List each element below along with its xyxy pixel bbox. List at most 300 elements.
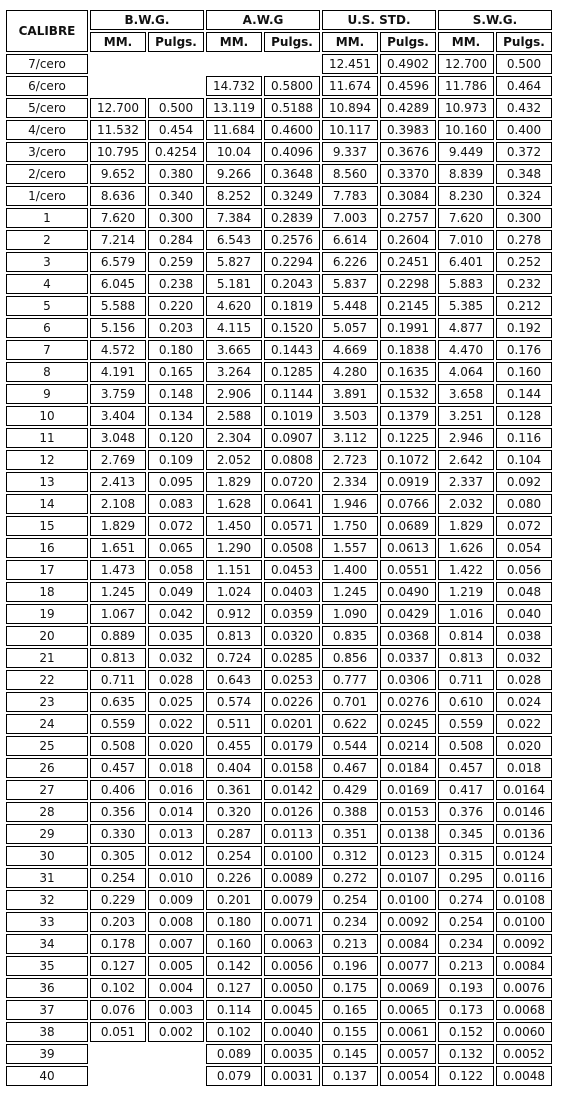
bwg-mm-cell: 1.245 [90, 582, 146, 602]
swg-pulgs-cell: 0.116 [496, 428, 552, 448]
awg-pulgs-cell: 0.0320 [264, 626, 320, 646]
bwg-pulgs-cell: 0.022 [148, 714, 204, 734]
awg-mm-cell: 0.643 [206, 670, 262, 690]
swg-pulgs-cell: 0.104 [496, 450, 552, 470]
table-row [6, 340, 552, 360]
bwg-mm-cell: 0.508 [90, 736, 146, 756]
swg-mm-cell: 0.457 [438, 758, 494, 778]
calibre-cell: 13 [6, 472, 88, 492]
bwg-mm-cell: 0.889 [90, 626, 146, 646]
awg-mm-cell: 0.180 [206, 912, 262, 932]
swg-mm-cell: 5.385 [438, 296, 494, 316]
bwg-pulgs-cell: 0.042 [148, 604, 204, 624]
calibre-cell: 12 [6, 450, 88, 470]
us-std-pulgs-cell: 0.0077 [380, 956, 436, 976]
table-row [6, 208, 552, 228]
us-std-mm-cell: 0.196 [322, 956, 378, 976]
bwg-pulgs-cell: 0.165 [148, 362, 204, 382]
us-std-pulgs-cell: 0.0054 [380, 1066, 436, 1086]
bwg-mm-cell: 5.588 [90, 296, 146, 316]
swg-mm-cell: 4.877 [438, 318, 494, 338]
us-std-mm-cell: 0.272 [322, 868, 378, 888]
swg-pulgs-cell: 0.128 [496, 406, 552, 426]
calibre-cell: 32 [6, 890, 88, 910]
awg-mm-cell: 1.628 [206, 494, 262, 514]
us-std-mm-cell: 0.835 [322, 626, 378, 646]
bwg-mm-cell: 1.067 [90, 604, 146, 624]
awg-pulgs-cell: 0.0040 [264, 1022, 320, 1042]
us-std-mm-cell: 5.057 [322, 318, 378, 338]
awg-mm-cell [206, 54, 262, 74]
bwg-mm-cell [90, 1044, 146, 1064]
bwg-pulgs-cell: 0.013 [148, 824, 204, 844]
calibre-cell: 26 [6, 758, 88, 778]
awg-mm-cell: 1.290 [206, 538, 262, 558]
awg-pulgs-cell: 0.0071 [264, 912, 320, 932]
us-std-pulgs-cell: 0.0107 [380, 868, 436, 888]
us-std-mm-cell: 1.557 [322, 538, 378, 558]
us-std-pulgs-cell: 0.0490 [380, 582, 436, 602]
swg-mm-cell: 4.470 [438, 340, 494, 360]
bwg-pulgs-cell: 0.003 [148, 1000, 204, 1020]
swg-pulgs-cell: 0.0076 [496, 978, 552, 998]
swg-pulgs-cell: 0.464 [496, 76, 552, 96]
swg-pulgs-cell: 0.432 [496, 98, 552, 118]
awg-pulgs-cell: 0.0179 [264, 736, 320, 756]
swg-mm-cell: 2.337 [438, 472, 494, 492]
bwg-pulgs-cell: 0.120 [148, 428, 204, 448]
bwg-mm-cell: 8.636 [90, 186, 146, 206]
swg-mm-cell: 12.700 [438, 54, 494, 74]
table-row [6, 186, 552, 206]
swg-mm-cell: 0.193 [438, 978, 494, 998]
calibre-cell: 40 [6, 1066, 88, 1086]
bwg-mm-cell: 7.620 [90, 208, 146, 228]
us-std-mm-cell: 10.894 [322, 98, 378, 118]
us-std-pulgs-cell: 0.1838 [380, 340, 436, 360]
awg-mm-cell: 0.079 [206, 1066, 262, 1086]
table-row [6, 516, 552, 536]
calibre-cell: 16 [6, 538, 88, 558]
swg-mm-cell: 6.401 [438, 252, 494, 272]
awg-mm-cell: 2.588 [206, 406, 262, 426]
table-row [6, 252, 552, 272]
us-std-pulgs-cell: 0.0276 [380, 692, 436, 712]
table-body [6, 54, 552, 1086]
table-row [6, 538, 552, 558]
bwg-mm-cell: 2.413 [90, 472, 146, 492]
bwg-mm-cell: 3.404 [90, 406, 146, 426]
us-std-mm-cell: 0.165 [322, 1000, 378, 1020]
awg-mm-cell: 11.684 [206, 120, 262, 140]
awg-mm-cell: 0.813 [206, 626, 262, 646]
swg-pulgs-cell: 0.0084 [496, 956, 552, 976]
table-row [6, 98, 552, 118]
bwg-pulgs-cell: 0.259 [148, 252, 204, 272]
calibre-cell: 3/cero [6, 142, 88, 162]
us-std-pulgs-cell: 0.0368 [380, 626, 436, 646]
swg-mm-cell: 9.449 [438, 142, 494, 162]
bwg-mm-cell: 9.652 [90, 164, 146, 184]
bwg-pulgs-cell: 0.007 [148, 934, 204, 954]
bwg-pulgs-cell: 0.220 [148, 296, 204, 316]
swg-pulgs-cell: 0.348 [496, 164, 552, 184]
bwg-mm-cell: 10.795 [90, 142, 146, 162]
table-row [6, 428, 552, 448]
us-std-mm-cell: 0.544 [322, 736, 378, 756]
us-std-mm-header: MM. [322, 32, 378, 52]
bwg-mm-cell: 3.048 [90, 428, 146, 448]
bwg-pulgs-cell: 0.025 [148, 692, 204, 712]
bwg-mm-cell: 0.102 [90, 978, 146, 998]
calibre-cell: 17 [6, 560, 88, 580]
us-std-mm-cell: 12.451 [322, 54, 378, 74]
us-std-pulgs-cell: 0.1635 [380, 362, 436, 382]
us-std-pulgs-cell: 0.2145 [380, 296, 436, 316]
calibre-cell: 27 [6, 780, 88, 800]
table-row [6, 978, 552, 998]
table-header [6, 10, 552, 52]
header-row-groups [6, 10, 552, 30]
bwg-mm-cell: 4.191 [90, 362, 146, 382]
awg-mm-cell: 0.142 [206, 956, 262, 976]
us-std-mm-cell: 0.312 [322, 846, 378, 866]
table-row [6, 406, 552, 426]
awg-pulgs-cell: 0.0403 [264, 582, 320, 602]
us-std-mm-cell: 0.137 [322, 1066, 378, 1086]
bwg-pulgs-cell: 0.035 [148, 626, 204, 646]
bwg-mm-cell: 0.711 [90, 670, 146, 690]
awg-pulgs-cell: 0.0285 [264, 648, 320, 668]
calibre-cell: 15 [6, 516, 88, 536]
swg-pulgs-cell: 0.0164 [496, 780, 552, 800]
us-std-header: U.S. STD. [322, 10, 436, 30]
swg-pulgs-cell: 0.0108 [496, 890, 552, 910]
table-row [6, 1066, 552, 1086]
calibre-cell: 37 [6, 1000, 88, 1020]
awg-mm-cell: 7.384 [206, 208, 262, 228]
calibre-cell: 2/cero [6, 164, 88, 184]
bwg-mm-header: MM. [90, 32, 146, 52]
bwg-pulgs-cell [148, 1044, 204, 1064]
bwg-mm-cell: 0.330 [90, 824, 146, 844]
us-std-mm-cell: 1.245 [322, 582, 378, 602]
awg-pulgs-cell: 0.0720 [264, 472, 320, 492]
awg-pulgs-cell: 0.0063 [264, 934, 320, 954]
calibre-cell: 5 [6, 296, 88, 316]
awg-pulgs-cell: 0.0907 [264, 428, 320, 448]
awg-mm-cell: 3.264 [206, 362, 262, 382]
awg-pulgs-cell: 0.0100 [264, 846, 320, 866]
bwg-pulgs-cell [148, 76, 204, 96]
table-row [6, 802, 552, 822]
bwg-mm-cell: 7.214 [90, 230, 146, 250]
us-std-pulgs-cell: 0.0551 [380, 560, 436, 580]
swg-pulgs-cell: 0.300 [496, 208, 552, 228]
table-row [6, 230, 552, 250]
calibre-cell: 38 [6, 1022, 88, 1042]
swg-pulgs-cell: 0.252 [496, 252, 552, 272]
table-row [6, 692, 552, 712]
us-std-pulgs-cell: 0.0919 [380, 472, 436, 492]
swg-pulgs-cell: 0.022 [496, 714, 552, 734]
table-row [6, 1022, 552, 1042]
awg-mm-cell: 0.724 [206, 648, 262, 668]
awg-mm-cell: 1.450 [206, 516, 262, 536]
bwg-mm-cell: 3.759 [90, 384, 146, 404]
us-std-mm-cell: 0.777 [322, 670, 378, 690]
us-std-pulgs-cell: 0.0766 [380, 494, 436, 514]
bwg-mm-cell: 6.045 [90, 274, 146, 294]
us-std-pulgs-cell: 0.4596 [380, 76, 436, 96]
awg-mm-cell: 0.455 [206, 736, 262, 756]
us-std-pulgs-cell: 0.3676 [380, 142, 436, 162]
awg-mm-cell: 0.574 [206, 692, 262, 712]
bwg-mm-cell: 0.229 [90, 890, 146, 910]
bwg-mm-cell: 0.559 [90, 714, 146, 734]
us-std-mm-cell: 0.234 [322, 912, 378, 932]
us-std-mm-cell: 5.448 [322, 296, 378, 316]
awg-pulgs-cell: 0.0508 [264, 538, 320, 558]
table-row [6, 1000, 552, 1020]
us-std-mm-cell: 7.783 [322, 186, 378, 206]
awg-mm-cell: 5.181 [206, 274, 262, 294]
table-row [6, 956, 552, 976]
us-std-mm-cell: 1.090 [322, 604, 378, 624]
us-std-mm-cell: 3.891 [322, 384, 378, 404]
awg-pulgs-cell: 0.0359 [264, 604, 320, 624]
table-row [6, 824, 552, 844]
swg-pulgs-cell: 0.160 [496, 362, 552, 382]
bwg-pulgs-cell: 0.004 [148, 978, 204, 998]
awg-mm-cell: 0.226 [206, 868, 262, 888]
bwg-pulgs-cell: 0.380 [148, 164, 204, 184]
awg-mm-cell: 10.04 [206, 142, 262, 162]
awg-mm-cell: 4.620 [206, 296, 262, 316]
bwg-pulgs-cell: 0.008 [148, 912, 204, 932]
awg-pulgs-cell: 0.4600 [264, 120, 320, 140]
bwg-pulgs-cell: 0.020 [148, 736, 204, 756]
us-std-pulgs-cell: 0.0057 [380, 1044, 436, 1064]
calibre-cell: 11 [6, 428, 88, 448]
swg-mm-cell: 8.230 [438, 186, 494, 206]
bwg-pulgs-cell: 0.203 [148, 318, 204, 338]
swg-pulgs-cell: 0.0092 [496, 934, 552, 954]
calibre-cell: 29 [6, 824, 88, 844]
us-std-mm-cell: 0.175 [322, 978, 378, 998]
swg-pulgs-cell: 0.056 [496, 560, 552, 580]
bwg-mm-cell [90, 76, 146, 96]
us-std-pulgs-cell: 0.0123 [380, 846, 436, 866]
table-row [6, 670, 552, 690]
swg-pulgs-cell: 0.040 [496, 604, 552, 624]
us-std-pulgs-cell: 0.1991 [380, 318, 436, 338]
awg-pulgs-cell: 0.0641 [264, 494, 320, 514]
us-std-mm-cell: 9.337 [322, 142, 378, 162]
bwg-pulgs-cell: 0.180 [148, 340, 204, 360]
swg-pulgs-cell: 0.278 [496, 230, 552, 250]
bwg-pulgs-cell: 0.454 [148, 120, 204, 140]
us-std-pulgs-cell: 0.1379 [380, 406, 436, 426]
awg-mm-cell: 2.906 [206, 384, 262, 404]
awg-pulgs-header: Pulgs. [264, 32, 320, 52]
calibre-cell: 28 [6, 802, 88, 822]
calibre-cell: 14 [6, 494, 88, 514]
awg-pulgs-cell: 0.0079 [264, 890, 320, 910]
bwg-pulgs-cell: 0.010 [148, 868, 204, 888]
swg-mm-cell: 3.658 [438, 384, 494, 404]
calibre-cell: 23 [6, 692, 88, 712]
us-std-pulgs-cell: 0.2604 [380, 230, 436, 250]
awg-mm-cell: 3.665 [206, 340, 262, 360]
bwg-mm-cell: 0.076 [90, 1000, 146, 1020]
swg-pulgs-cell: 0.232 [496, 274, 552, 294]
us-std-pulgs-cell: 0.0169 [380, 780, 436, 800]
swg-mm-cell: 0.122 [438, 1066, 494, 1086]
us-std-pulgs-cell: 0.0069 [380, 978, 436, 998]
table-row [6, 604, 552, 624]
swg-mm-cell: 1.422 [438, 560, 494, 580]
us-std-mm-cell: 0.856 [322, 648, 378, 668]
awg-pulgs-cell: 0.2294 [264, 252, 320, 272]
bwg-mm-cell [90, 1066, 146, 1086]
us-std-mm-cell: 3.112 [322, 428, 378, 448]
bwg-mm-cell: 2.108 [90, 494, 146, 514]
swg-pulgs-cell: 0.500 [496, 54, 552, 74]
awg-pulgs-cell: 0.1285 [264, 362, 320, 382]
us-std-mm-cell: 2.334 [322, 472, 378, 492]
bwg-pulgs-cell [148, 1066, 204, 1086]
table-row [6, 296, 552, 316]
swg-pulgs-cell: 0.192 [496, 318, 552, 338]
swg-pulgs-cell: 0.0048 [496, 1066, 552, 1086]
swg-mm-cell: 0.376 [438, 802, 494, 822]
calibre-cell: 2 [6, 230, 88, 250]
swg-header: S.W.G. [438, 10, 552, 30]
bwg-pulgs-cell: 0.018 [148, 758, 204, 778]
bwg-mm-cell: 0.203 [90, 912, 146, 932]
swg-mm-cell: 0.813 [438, 648, 494, 668]
us-std-pulgs-cell: 0.3084 [380, 186, 436, 206]
table-row [6, 934, 552, 954]
swg-pulgs-cell: 0.0136 [496, 824, 552, 844]
bwg-mm-cell: 0.635 [90, 692, 146, 712]
swg-pulgs-cell: 0.176 [496, 340, 552, 360]
awg-mm-cell: 0.287 [206, 824, 262, 844]
swg-pulgs-cell: 0.018 [496, 758, 552, 778]
us-std-mm-cell: 0.388 [322, 802, 378, 822]
us-std-mm-cell: 1.946 [322, 494, 378, 514]
swg-mm-cell: 2.946 [438, 428, 494, 448]
table-row [6, 912, 552, 932]
us-std-pulgs-cell: 0.0214 [380, 736, 436, 756]
us-std-mm-cell: 1.750 [322, 516, 378, 536]
swg-pulgs-cell: 0.092 [496, 472, 552, 492]
calibre-cell: 21 [6, 648, 88, 668]
swg-mm-cell: 8.839 [438, 164, 494, 184]
swg-pulgs-cell: 0.0146 [496, 802, 552, 822]
swg-pulgs-cell: 0.080 [496, 494, 552, 514]
table-row [6, 1044, 552, 1064]
awg-pulgs-cell: 0.0571 [264, 516, 320, 536]
us-std-pulgs-cell: 0.0429 [380, 604, 436, 624]
bwg-mm-cell: 0.051 [90, 1022, 146, 1042]
calibre-cell: 24 [6, 714, 88, 734]
us-std-pulgs-cell: 0.2757 [380, 208, 436, 228]
bwg-pulgs-cell: 0.002 [148, 1022, 204, 1042]
bwg-pulgs-cell: 0.134 [148, 406, 204, 426]
calibre-cell: 31 [6, 868, 88, 888]
table-row [6, 890, 552, 910]
bwg-pulgs-cell: 0.109 [148, 450, 204, 470]
bwg-pulgs-cell: 0.028 [148, 670, 204, 690]
awg-header: A.W.G [206, 10, 320, 30]
awg-mm-cell: 9.266 [206, 164, 262, 184]
calibre-cell: 39 [6, 1044, 88, 1064]
awg-mm-cell: 0.511 [206, 714, 262, 734]
swg-mm-cell: 1.016 [438, 604, 494, 624]
us-std-pulgs-cell: 0.1532 [380, 384, 436, 404]
bwg-mm-cell: 0.127 [90, 956, 146, 976]
us-std-mm-cell: 1.400 [322, 560, 378, 580]
calibre-cell: 4/cero [6, 120, 88, 140]
swg-mm-cell: 0.173 [438, 1000, 494, 1020]
table-row [6, 164, 552, 184]
swg-pulgs-cell: 0.0052 [496, 1044, 552, 1064]
swg-mm-cell: 3.251 [438, 406, 494, 426]
swg-pulgs-cell: 0.0100 [496, 912, 552, 932]
awg-pulgs-cell: 0.0126 [264, 802, 320, 822]
us-std-pulgs-cell: 0.4289 [380, 98, 436, 118]
wire-gauge-table [4, 8, 554, 1088]
awg-mm-cell: 2.304 [206, 428, 262, 448]
calibre-cell: 30 [6, 846, 88, 866]
awg-pulgs-cell: 0.0045 [264, 1000, 320, 1020]
us-std-mm-cell: 0.351 [322, 824, 378, 844]
table-row [6, 120, 552, 140]
swg-pulgs-cell: 0.400 [496, 120, 552, 140]
swg-pulgs-cell: 0.212 [496, 296, 552, 316]
us-std-pulgs-cell: 0.2451 [380, 252, 436, 272]
bwg-pulgs-cell: 0.016 [148, 780, 204, 800]
us-std-mm-cell: 6.614 [322, 230, 378, 250]
us-std-mm-cell: 0.622 [322, 714, 378, 734]
calibre-cell: 35 [6, 956, 88, 976]
swg-mm-cell: 1.829 [438, 516, 494, 536]
calibre-cell: 10 [6, 406, 88, 426]
swg-pulgs-cell: 0.038 [496, 626, 552, 646]
awg-pulgs-cell: 0.0113 [264, 824, 320, 844]
swg-mm-cell: 11.786 [438, 76, 494, 96]
awg-mm-cell: 0.404 [206, 758, 262, 778]
awg-pulgs-cell: 0.5800 [264, 76, 320, 96]
swg-mm-cell: 0.711 [438, 670, 494, 690]
awg-pulgs-cell: 0.1019 [264, 406, 320, 426]
us-std-pulgs-cell: 0.0084 [380, 934, 436, 954]
awg-mm-header: MM. [206, 32, 262, 52]
calibre-cell: 3 [6, 252, 88, 272]
swg-pulgs-cell: 0.048 [496, 582, 552, 602]
us-std-pulgs-cell: 0.0100 [380, 890, 436, 910]
calibre-cell: 1/cero [6, 186, 88, 206]
swg-pulgs-cell: 0.024 [496, 692, 552, 712]
swg-pulgs-cell: 0.020 [496, 736, 552, 756]
table-row [6, 846, 552, 866]
swg-mm-cell: 0.610 [438, 692, 494, 712]
us-std-mm-cell: 10.117 [322, 120, 378, 140]
bwg-mm-cell: 6.579 [90, 252, 146, 272]
awg-pulgs-cell: 0.1144 [264, 384, 320, 404]
